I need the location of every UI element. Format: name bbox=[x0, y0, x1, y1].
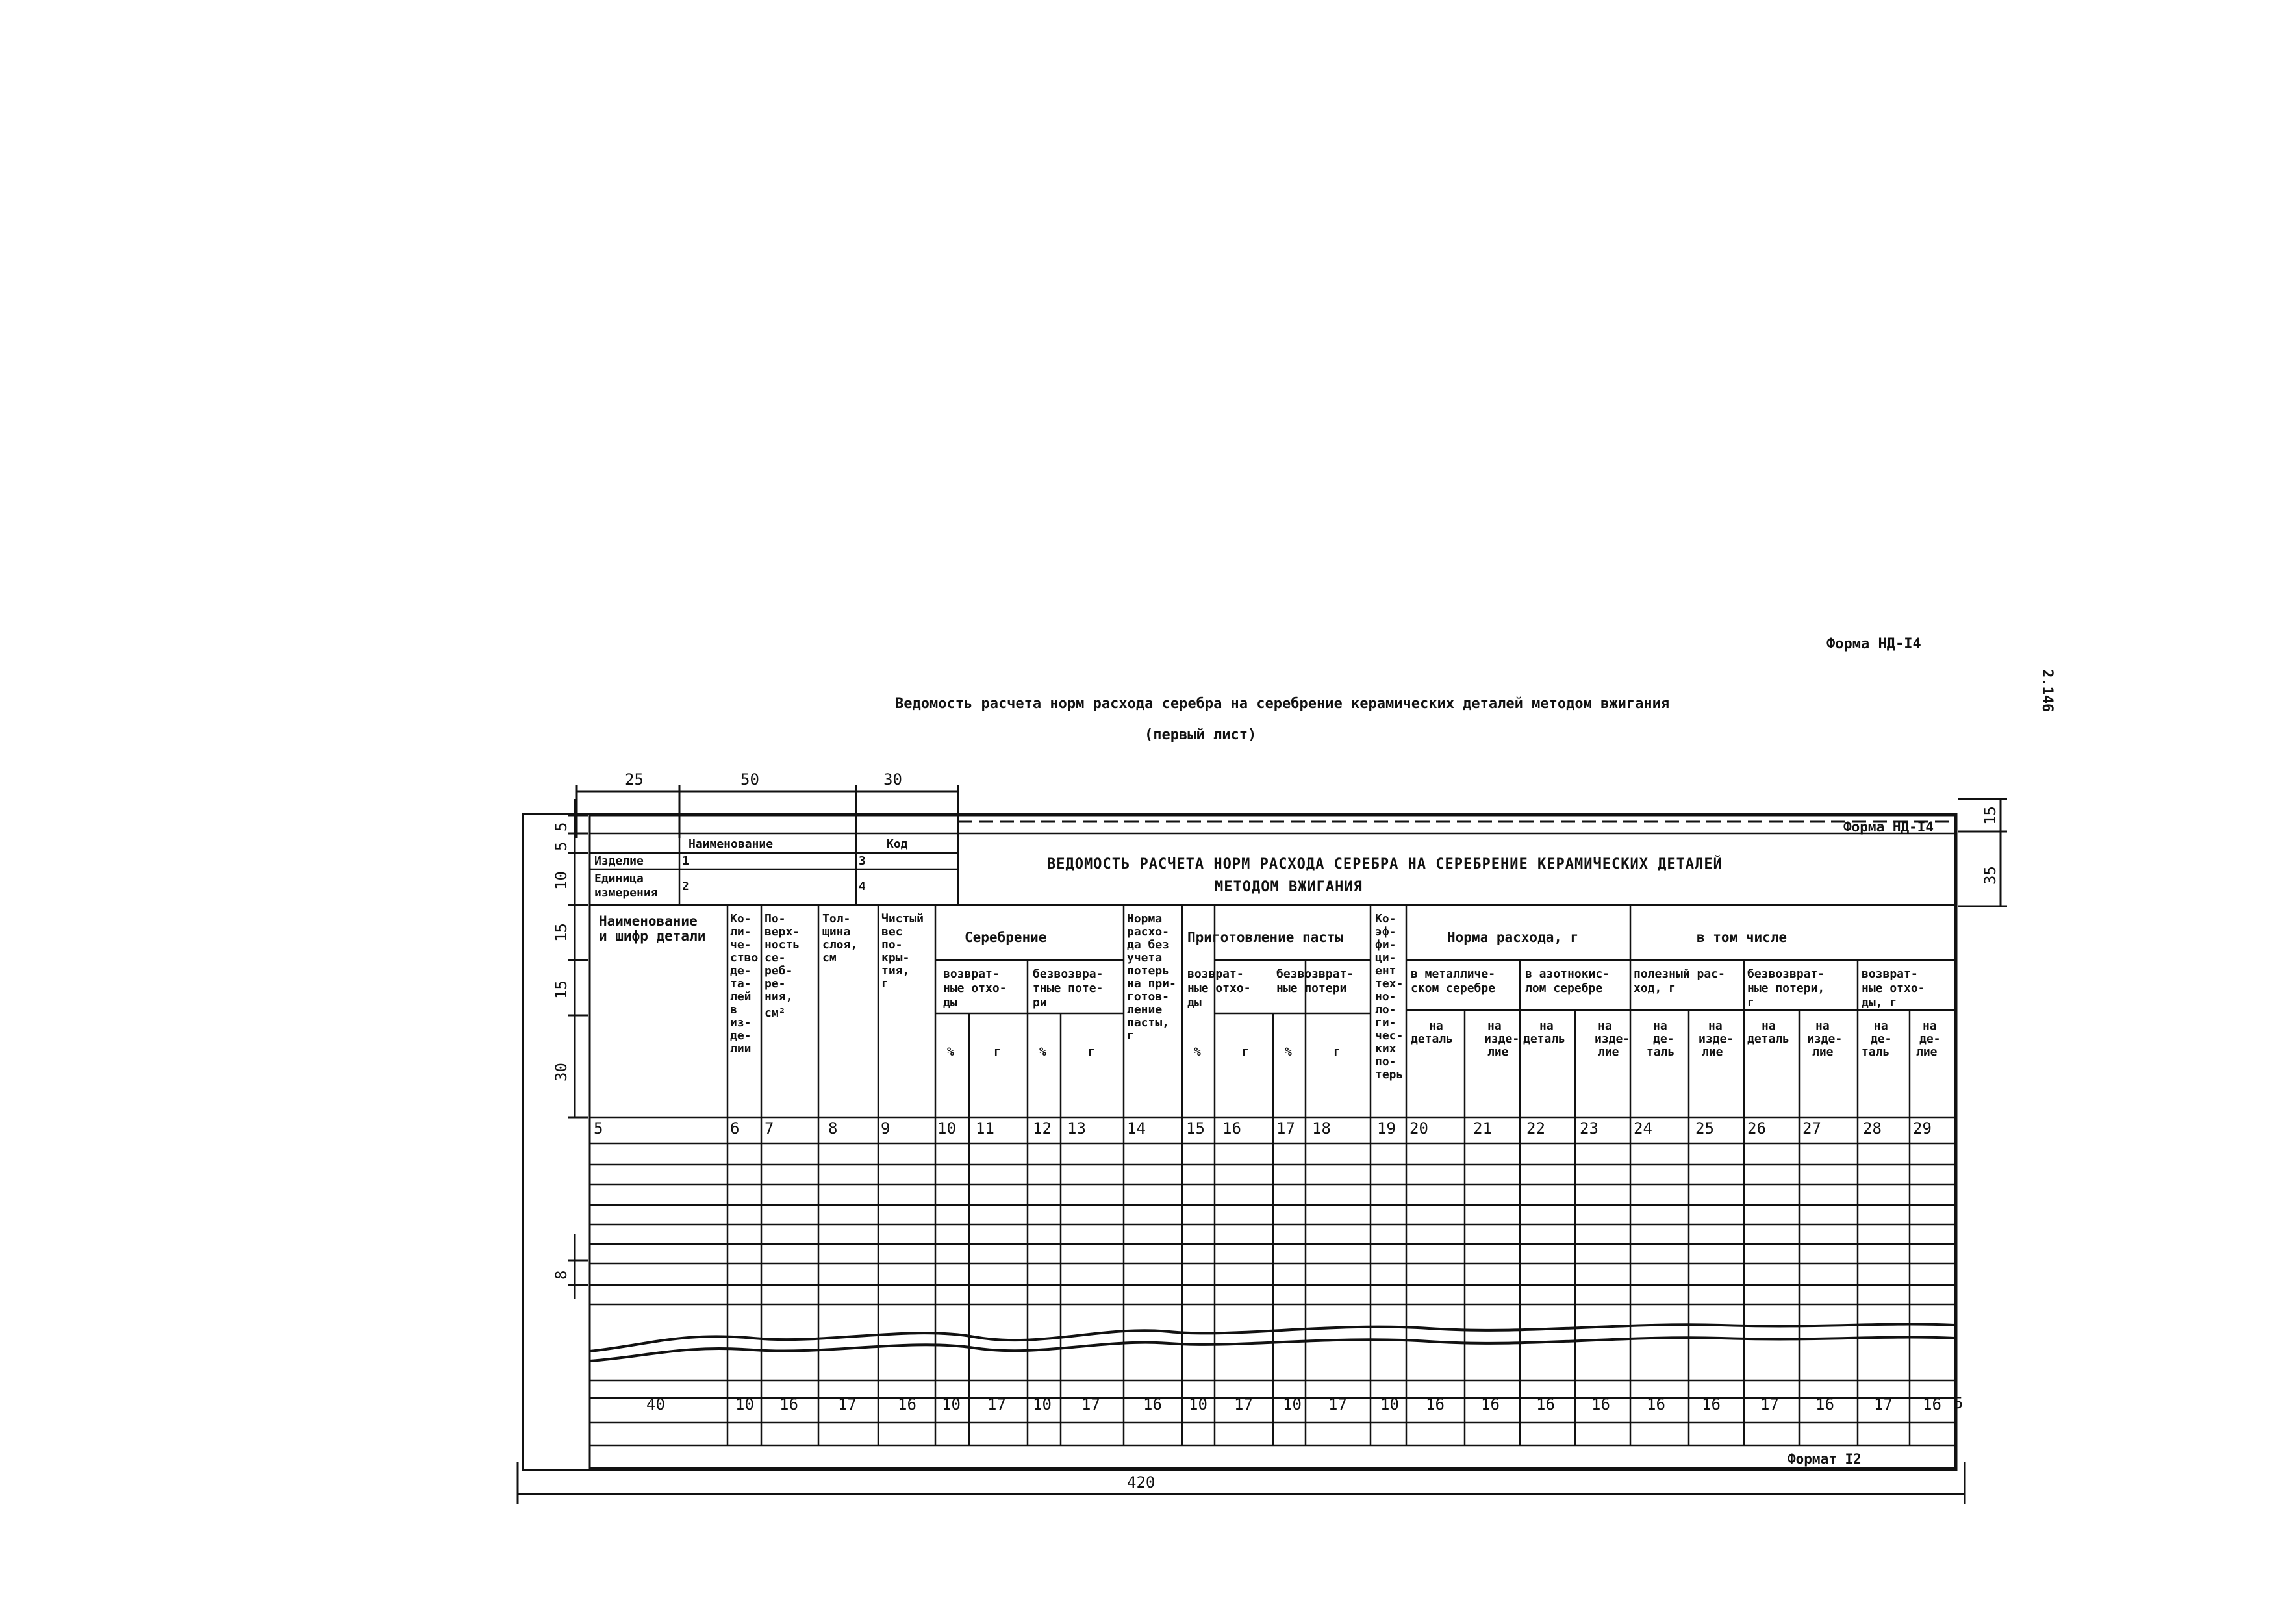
hdr-koef-10: чес- bbox=[1375, 1029, 1404, 1043]
hdr-29-na-2: де- bbox=[1919, 1032, 1941, 1046]
hdr-kol-8: в bbox=[730, 1003, 737, 1017]
hdr-v-tom: в том числе bbox=[1697, 930, 1788, 945]
side-page-number: 2.146 bbox=[2039, 669, 2055, 713]
colwidth-12: 10 bbox=[1033, 1395, 1052, 1414]
dim-left-30: 30 bbox=[552, 1063, 570, 1082]
hdr-22-na-2: деталь bbox=[1523, 1032, 1566, 1046]
colwidth-25: 16 bbox=[1702, 1395, 1721, 1414]
hdr-kol-4: ство bbox=[730, 951, 759, 965]
colwidth-15: 10 bbox=[1189, 1395, 1207, 1414]
dim-left-5a: 5 bbox=[552, 822, 570, 831]
stamp-col-kod: Код bbox=[887, 837, 908, 851]
colnum-16: 16 bbox=[1222, 1119, 1241, 1137]
hdr-kol-2: ли- bbox=[730, 925, 752, 939]
hdr-kol-3: че- bbox=[730, 938, 752, 952]
dim-right-5: 5 bbox=[1954, 1394, 1964, 1412]
colwidth-24: 16 bbox=[1647, 1395, 1665, 1414]
colwidth-16: 17 bbox=[1234, 1395, 1253, 1414]
stamp-row-izdelie: Изделие bbox=[594, 854, 644, 868]
dim-left-15b: 15 bbox=[552, 980, 570, 999]
colnum-21: 21 bbox=[1473, 1119, 1492, 1137]
hdr-prig: Приготовление пасты bbox=[1187, 930, 1344, 945]
colwidth-23: 16 bbox=[1591, 1395, 1610, 1414]
hdr-tol-1: Тол- bbox=[822, 912, 851, 926]
hdr-koef-5: ент bbox=[1375, 964, 1396, 978]
form-label: Форма НД-I4 bbox=[1826, 636, 1921, 652]
hdr-vozvr-3: ды bbox=[943, 996, 957, 1009]
colnum-22: 22 bbox=[1526, 1119, 1545, 1137]
hdr-serebrenie: Серебрение bbox=[965, 930, 1047, 945]
hdr-vozotx-3: ды, г bbox=[1862, 996, 1897, 1009]
hdr-29-na-1: на bbox=[1923, 1019, 1937, 1033]
corner-form-label: Форма НД-I4 bbox=[1843, 819, 1934, 835]
colwidth-21: 16 bbox=[1481, 1395, 1500, 1414]
colnum-25: 25 bbox=[1695, 1119, 1714, 1137]
hdr-22-na-1: на bbox=[1539, 1019, 1554, 1033]
colwidth-13: 17 bbox=[1081, 1395, 1100, 1414]
colnum-8: 8 bbox=[828, 1119, 838, 1137]
hdr-norma14-1: Норма bbox=[1127, 912, 1163, 926]
hdr-26-na-2: деталь bbox=[1747, 1032, 1790, 1046]
hdr-pov-1: По- bbox=[764, 912, 786, 926]
hdr-27-na-1: на bbox=[1815, 1019, 1830, 1033]
hdr-azot-1: в азотнокис- bbox=[1525, 967, 1610, 981]
hdr-koef-8: ло- bbox=[1375, 1003, 1396, 1017]
colnum-20: 20 bbox=[1409, 1119, 1428, 1137]
colwidth-5: 40 bbox=[646, 1395, 665, 1414]
hdr-norma-rash: Норма расхода, г bbox=[1447, 930, 1579, 945]
hdr-pov-5: реб- bbox=[764, 964, 793, 978]
hdr-21-na-3: лие bbox=[1487, 1045, 1509, 1059]
hdr-koef-1: Ко- bbox=[1375, 912, 1396, 926]
colnum-10: 10 bbox=[937, 1119, 956, 1137]
hdr-vozvr-2: ные отхо- bbox=[943, 982, 1007, 995]
colwidth-11: 17 bbox=[987, 1395, 1006, 1414]
dim-left-10: 10 bbox=[552, 871, 570, 890]
hdr-kol-7: лей bbox=[730, 990, 752, 1004]
hdr-prig-vozvr-3: ды bbox=[1187, 996, 1202, 1009]
hdr-23-na-1: на bbox=[1598, 1019, 1612, 1033]
hdr-prig-vozvr-2: ные отхо- bbox=[1187, 982, 1251, 995]
colnum-9: 9 bbox=[881, 1119, 891, 1137]
colnum-26: 26 bbox=[1747, 1119, 1766, 1137]
hdr-27-na-3: лие bbox=[1812, 1045, 1834, 1059]
hdr-koef-2: эф- bbox=[1375, 925, 1396, 939]
dim-top-30: 30 bbox=[883, 770, 902, 789]
stamp-row-edinica-num: 2 bbox=[682, 880, 689, 893]
hdr-vozotx-1: возврат- bbox=[1862, 967, 1918, 981]
stamp-col-naim: Наименование bbox=[689, 837, 774, 851]
hdr-metal-2: ском серебре bbox=[1411, 982, 1496, 995]
hdr-pct-10: % bbox=[947, 1045, 954, 1059]
colnum-17: 17 bbox=[1276, 1119, 1295, 1137]
hdr-gr-11: г bbox=[994, 1045, 1001, 1059]
colwidth-22: 16 bbox=[1536, 1395, 1555, 1414]
dim-left-5b: 5 bbox=[552, 841, 570, 851]
colwidth-14: 16 bbox=[1143, 1395, 1162, 1414]
colnum-28: 28 bbox=[1863, 1119, 1882, 1137]
hdr-pct-17: % bbox=[1285, 1045, 1292, 1059]
colwidth-27: 16 bbox=[1815, 1395, 1834, 1414]
format-label: Формат I2 bbox=[1788, 1451, 1862, 1467]
stamp-row-edinica-code: 4 bbox=[859, 880, 866, 893]
hdr-gr-16: г bbox=[1242, 1045, 1249, 1059]
hdr-ves-5: тия, bbox=[881, 964, 910, 978]
stamp-row-izdelie-code: 3 bbox=[859, 854, 866, 868]
hdr-vozotx-2: ные отхо- bbox=[1862, 982, 1925, 995]
hdr-koef-4: ци- bbox=[1375, 951, 1396, 965]
hdr-tol-4: см bbox=[822, 951, 837, 965]
colwidth-10: 10 bbox=[942, 1395, 961, 1414]
colwidth-18: 17 bbox=[1328, 1395, 1347, 1414]
table-title-line2: МЕТОДОМ ВЖИГАНИЯ bbox=[1215, 879, 1363, 895]
dim-right-35: 35 bbox=[1981, 866, 1999, 885]
hdr-pov-3: ность bbox=[764, 938, 800, 952]
hdr-prig-bez-1: безвозврат- bbox=[1276, 967, 1354, 981]
hdr-pov-4: се- bbox=[764, 951, 786, 965]
colnum-24: 24 bbox=[1634, 1119, 1652, 1137]
hdr-ves-6: г bbox=[881, 977, 889, 991]
colwidth-17: 10 bbox=[1283, 1395, 1302, 1414]
colnum-14: 14 bbox=[1127, 1119, 1146, 1137]
hdr-prig-vozvr-1: возврат- bbox=[1187, 967, 1244, 981]
hdr-28-na-3: таль bbox=[1862, 1045, 1890, 1059]
hdr-21-na-1: на bbox=[1487, 1019, 1502, 1033]
colnum-15: 15 bbox=[1186, 1119, 1205, 1137]
hdr-pct-12: % bbox=[1039, 1045, 1046, 1059]
hdr-polez-1: полезный рас- bbox=[1634, 967, 1725, 981]
colnum-23: 23 bbox=[1580, 1119, 1598, 1137]
hdr-20-na-1: на bbox=[1429, 1019, 1443, 1033]
colnum-29: 29 bbox=[1913, 1119, 1932, 1137]
stamp-row-edinica-1: Единица bbox=[594, 872, 644, 885]
hdr-24-na-3: таль bbox=[1647, 1045, 1675, 1059]
hdr-bezpot-2: ные потери, bbox=[1747, 982, 1825, 995]
dim-top-50: 50 bbox=[740, 770, 759, 789]
colwidth-28: 17 bbox=[1874, 1395, 1893, 1414]
hdr-20-na-2: деталь bbox=[1411, 1032, 1454, 1046]
hdr-koef-12: по- bbox=[1375, 1055, 1396, 1069]
hdr-prig-bez-2: ные потери bbox=[1276, 982, 1347, 995]
dim-left-8: 8 bbox=[552, 1270, 570, 1280]
colwidth-9: 16 bbox=[898, 1395, 916, 1414]
hdr-norma14-7: готов- bbox=[1127, 990, 1170, 1004]
colnum-13: 13 bbox=[1067, 1119, 1086, 1137]
hdr-name-2: и шифр детали bbox=[599, 928, 706, 944]
hdr-koef-6: тех- bbox=[1375, 977, 1404, 991]
colwidth-20: 16 bbox=[1426, 1395, 1445, 1414]
colnum-5: 5 bbox=[594, 1119, 603, 1137]
hdr-bezvozvr-2: тные поте- bbox=[1033, 982, 1104, 995]
colwidth-7: 16 bbox=[779, 1395, 798, 1414]
colnum-19: 19 bbox=[1377, 1119, 1396, 1137]
hdr-ves-2: вес bbox=[881, 925, 903, 939]
hdr-ves-3: по- bbox=[881, 938, 903, 952]
hdr-25-na-1: на bbox=[1708, 1019, 1723, 1033]
colnum-6: 6 bbox=[730, 1119, 740, 1137]
colnum-18: 18 bbox=[1312, 1119, 1331, 1137]
hdr-29-na-3: лие bbox=[1916, 1045, 1938, 1059]
hdr-metal-1: в металличе- bbox=[1411, 967, 1496, 981]
hdr-kol-9: из- bbox=[730, 1016, 752, 1030]
colnum-11: 11 bbox=[976, 1119, 994, 1137]
page-subtitle: (первый лист) bbox=[1144, 727, 1257, 743]
hdr-25-na-3: лие bbox=[1702, 1045, 1723, 1059]
dim-bottom-420: 420 bbox=[1127, 1473, 1156, 1491]
dim-left-15a: 15 bbox=[552, 923, 570, 942]
colwidth-29: 16 bbox=[1923, 1395, 1941, 1414]
dim-top-25: 25 bbox=[625, 770, 644, 789]
hdr-koef-9: ги- bbox=[1375, 1016, 1396, 1030]
hdr-23-na-2: изде- bbox=[1595, 1032, 1630, 1046]
hdr-name-1: Наименование bbox=[599, 913, 698, 929]
hdr-bezvozvr-3: ри bbox=[1033, 996, 1047, 1009]
hdr-pov-6: ре- bbox=[764, 977, 786, 991]
hdr-kol-1: Ко- bbox=[730, 912, 752, 926]
hdr-kol-6: та- bbox=[730, 977, 752, 991]
colwidth-26: 17 bbox=[1760, 1395, 1779, 1414]
hdr-koef-7: но- bbox=[1375, 990, 1396, 1004]
hdr-norma14-9: пасты, bbox=[1127, 1016, 1170, 1030]
hdr-ves-4: кры- bbox=[881, 951, 910, 965]
hdr-norma14-2: расхо- bbox=[1127, 925, 1170, 939]
hdr-koef-3: фи- bbox=[1375, 938, 1396, 952]
hdr-bezpot-1: безвозврат- bbox=[1747, 967, 1825, 981]
hdr-pov-8: см² bbox=[764, 1006, 786, 1020]
hdr-28-na-1: на bbox=[1874, 1019, 1888, 1033]
page-title: Ведомость расчета норм расхода серебра на серебрение керамических деталей методом вжигания bbox=[895, 696, 1670, 712]
hdr-gr-13: г bbox=[1088, 1045, 1095, 1059]
hdr-koef-11: ких bbox=[1375, 1042, 1396, 1056]
hdr-kol-11: лии bbox=[730, 1042, 752, 1056]
dim-right-15: 15 bbox=[1981, 806, 1999, 825]
hdr-kol-10: де- bbox=[730, 1029, 752, 1043]
hdr-pov-7: ния, bbox=[764, 990, 793, 1004]
hdr-tol-3: слоя, bbox=[822, 938, 858, 952]
stamp-row-izdelie-num: 1 bbox=[682, 854, 689, 868]
hdr-norma14-4: учета bbox=[1127, 951, 1163, 965]
hdr-24-na-2: де- bbox=[1653, 1032, 1674, 1046]
hdr-norma14-8: ление bbox=[1127, 1003, 1163, 1017]
hdr-23-na-3: лие bbox=[1598, 1045, 1619, 1059]
colwidth-8: 17 bbox=[838, 1395, 857, 1414]
hdr-28-na-2: де- bbox=[1871, 1032, 1892, 1046]
hdr-koef-13: терь bbox=[1375, 1068, 1404, 1082]
hdr-25-na-2: изде- bbox=[1699, 1032, 1734, 1046]
table-title-line1: ВЕДОМОСТЬ РАСЧЕТА НОРМ РАСХОДА СЕРЕБРА НА СЕРЕБРЕНИЕ КЕРАМИЧЕСКИХ ДЕТАЛЕЙ bbox=[1047, 856, 1723, 872]
colwidth-6: 10 bbox=[735, 1395, 754, 1414]
hdr-21-na-2: изде- bbox=[1484, 1032, 1520, 1046]
hdr-azot-2: лом серебре bbox=[1525, 982, 1603, 995]
stamp-row-edinica-2: измерения bbox=[594, 886, 658, 900]
hdr-norma14-5: потерь bbox=[1127, 964, 1170, 978]
hdr-gr-18: г bbox=[1333, 1045, 1341, 1059]
hdr-26-na-1: на bbox=[1762, 1019, 1776, 1033]
hdr-ves-1: Чистый bbox=[881, 912, 924, 926]
hdr-vozvr-1: возврат- bbox=[943, 967, 1000, 981]
hdr-tol-2: щина bbox=[822, 925, 851, 939]
colnum-27: 27 bbox=[1802, 1119, 1821, 1137]
hdr-pct-15: % bbox=[1194, 1045, 1201, 1059]
hdr-pov-2: верх- bbox=[764, 925, 800, 939]
colnum-12: 12 bbox=[1033, 1119, 1052, 1137]
colnum-7: 7 bbox=[764, 1119, 774, 1137]
hdr-polez-2: ход, г bbox=[1634, 982, 1676, 995]
hdr-27-na-2: изде- bbox=[1807, 1032, 1843, 1046]
hdr-bezvozvr-1: безвозвра- bbox=[1033, 967, 1104, 981]
hdr-norma14-3: да без bbox=[1127, 938, 1170, 952]
hdr-norma14-6: на при- bbox=[1127, 977, 1176, 991]
hdr-24-na-1: на bbox=[1653, 1019, 1667, 1033]
hdr-bezpot-3: г bbox=[1747, 996, 1754, 1009]
colwidth-19: 10 bbox=[1380, 1395, 1399, 1414]
hdr-kol-5: де- bbox=[730, 964, 752, 978]
hdr-norma14-10: г bbox=[1127, 1029, 1134, 1043]
